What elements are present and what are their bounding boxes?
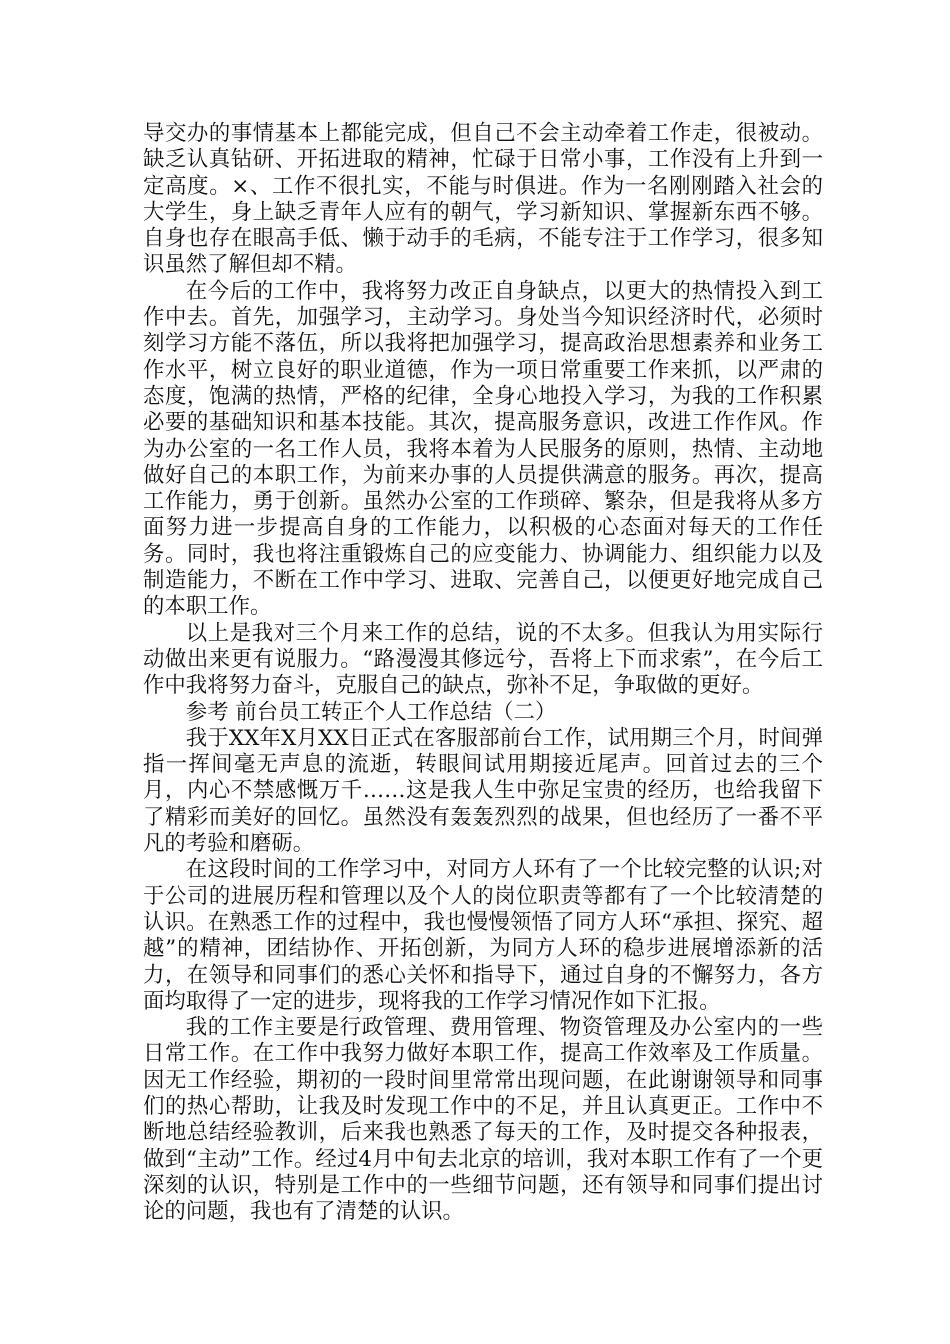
section-heading: 参考 前台员工转正个人工作总结（二） bbox=[185, 699, 557, 725]
paragraph-7: 我的工作主要是行政管理、费用管理、物资管理及办公室内的一些日常工作。在工作中我努力做好本职工作，提高工作效率及工作质量。因无工作经验，期初的一段时间里常常出现问题，在此谢谢领导和同事们的热心帮助，让我及时发现工作中的不足，并且认真更正。工作中不断地总结经验教训，后来我也熟悉了每天的工作，及时提交各种报表，做到“主动”工作。经过4月中旬去北京的培训，我对本职工作有了一个更深刻的认识，特别是工作中的一些细节问题，还有领导和同事们提出讨论的问题，我也有了清楚的认识。 bbox=[143, 1015, 823, 1225]
paragraph-3: 以上是我对三个月来工作的总结，说的不太多。但我认为用实际行动做出来更有说服力。“路漫漫其修远兮，吾将上下而求索”，在今后工作中我将努力奋斗，克服自己的缺点，弥补不足，争取做的更好。 bbox=[143, 620, 823, 699]
paragraph-6: 在这段时间的工作学习中，对同方人环有了一个比较完整的认识;对于公司的进展历程和管理以及个人的岗位职责等都有了一个比较清楚的认识。在熟悉工作的过程中，我也慢慢领悟了同方人环“承担、探究、超越”的精神，团结协作、开拓创新，为同方人环的稳步进展增添新的活力，在领导和同事们的悉心关怀和指导下，通过自身的不懈努力，各方面均取得了一定的进步，现将我的工作学习情况作如下汇报。 bbox=[143, 857, 823, 1014]
paragraph-1: 导交办的事情基本上都能完成，但自己不会主动牵着工作走，很被动。缺乏认真钻研、开拓进取的精神，忙碌于日常小事，工作没有上升到一定高度。×、工作不很扎实，不能与时俱进。作为一名刚刚踏入社会的大学生，身上缺乏青年人应有的朝气，学习新知识、掌握新东西不够。自身也存在眼高手低、懒于动手的毛病，不能专注于工作学习，很多知识虽然了解但却不精。 bbox=[143, 121, 823, 278]
document-page bbox=[143, 121, 823, 1225]
paragraph-2: 在今后的工作中，我将努力改正自身缺点，以更大的热情投入到工作中去。首先，加强学习，主动学习。身处当今知识经济时代，必须时刻学习方能不落伍，所以我将把加强学习，提高政治思想素养和业务工作水平，树立良好的职业道德，作为一项日常重要工作来抓，以严肃的态度，饱满的热情，严格的纪律，全身心地投入学习，为我的工作积累必要的基础知识和基本技能。其次，提高服务意识，改进工作作风。作为办公室的一名工作人员，我将本着为人民服务的原则，热情、主动地做好自己的本职工作，为前来办事的人员提供满意的服务。再次，提高工作能力，勇于创新。虽然办公室的工作琐碎、繁杂，但是我将从多方面努力进一步提高自身的工作能力，以积极的心态面对每天的工作任务。同时，我也将注重锻炼自己的应变能力、协调能力、组织能力以及制造能力，不断在工作中学习、进取、完善自己，以便更好地完成自己的本职工作。 bbox=[143, 278, 823, 620]
paragraph-5: 我于XX年X月XX日正式在客服部前台工作，试用期三个月，时间弹指一挥间毫无声息的流逝，转眼间试用期接近尾声。回首过去的三个月，内心不禁感慨万千……这是我人生中弥足宝贵的经历，也给我留下了精彩而美好的回忆。虽然没有轰轰烈烈的战果，但也经历了一番不平凡的考验和磨砺。 bbox=[143, 725, 823, 857]
